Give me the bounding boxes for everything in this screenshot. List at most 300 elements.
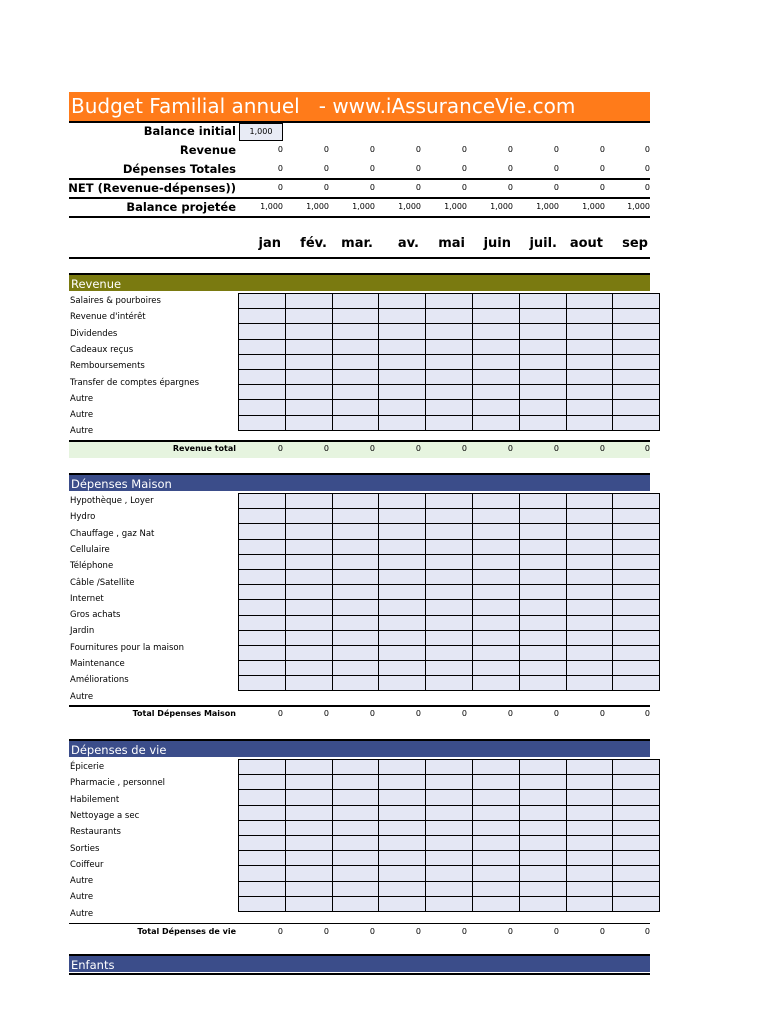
- input-cell[interactable]: [426, 790, 473, 805]
- input-cell[interactable]: [566, 509, 613, 524]
- input-cell[interactable]: [566, 294, 613, 309]
- input-cell[interactable]: [426, 851, 473, 866]
- input-cell[interactable]: [613, 805, 660, 820]
- input-cell[interactable]: [613, 896, 660, 911]
- month-header: fév.: [300, 236, 327, 251]
- input-cell[interactable]: [332, 835, 379, 850]
- input-cell[interactable]: [332, 400, 379, 415]
- input-cell[interactable]: [613, 539, 660, 554]
- input-cell[interactable]: [566, 494, 613, 509]
- input-cell[interactable]: [285, 369, 332, 384]
- input-cell[interactable]: [613, 309, 660, 324]
- input-cell[interactable]: [332, 569, 379, 584]
- input-cell[interactable]: [426, 835, 473, 850]
- input-cell[interactable]: [613, 585, 660, 600]
- input-cell[interactable]: [566, 896, 613, 911]
- input-cell[interactable]: [239, 569, 286, 584]
- input-cell[interactable]: [379, 615, 426, 630]
- input-cell[interactable]: [566, 661, 613, 676]
- input-cell[interactable]: [519, 415, 566, 430]
- input-cell[interactable]: [426, 676, 473, 691]
- input-cell[interactable]: [285, 554, 332, 569]
- input-cell[interactable]: [472, 775, 519, 790]
- input-cell[interactable]: [426, 896, 473, 911]
- input-cell[interactable]: [519, 820, 566, 835]
- input-cell[interactable]: [239, 805, 286, 820]
- input-cell[interactable]: [566, 524, 613, 539]
- input-cell[interactable]: [613, 324, 660, 339]
- input-cell[interactable]: [239, 661, 286, 676]
- input-cell[interactable]: [472, 615, 519, 630]
- input-cell[interactable]: [426, 569, 473, 584]
- total-value: 0: [277, 709, 283, 719]
- input-cell[interactable]: [239, 415, 286, 430]
- input-cell[interactable]: [379, 339, 426, 354]
- input-cell[interactable]: [379, 415, 426, 430]
- input-cell[interactable]: [239, 509, 286, 524]
- input-cell[interactable]: [613, 661, 660, 676]
- input-cell[interactable]: [426, 775, 473, 790]
- input-cell[interactable]: [332, 509, 379, 524]
- input-cell[interactable]: [519, 896, 566, 911]
- input-cell[interactable]: [285, 539, 332, 554]
- input-cell[interactable]: [566, 790, 613, 805]
- input-cell[interactable]: [472, 309, 519, 324]
- row-label: Jardin: [70, 626, 95, 637]
- input-cell[interactable]: [332, 661, 379, 676]
- input-cell[interactable]: [472, 820, 519, 835]
- row-label: Autre: [70, 908, 94, 919]
- input-cell[interactable]: [285, 896, 332, 911]
- input-cell[interactable]: [332, 354, 379, 369]
- input-cell[interactable]: [332, 851, 379, 866]
- input-cell[interactable]: [332, 385, 379, 400]
- input-cell[interactable]: [239, 896, 286, 911]
- input-cell[interactable]: [613, 415, 660, 430]
- input-cell[interactable]: [613, 866, 660, 881]
- input-cell[interactable]: [566, 369, 613, 384]
- input-cell[interactable]: [519, 569, 566, 584]
- input-cell[interactable]: [332, 524, 379, 539]
- input-cell[interactable]: [472, 494, 519, 509]
- input-cell[interactable]: [379, 630, 426, 645]
- input-cell[interactable]: [613, 400, 660, 415]
- input-cell[interactable]: [519, 385, 566, 400]
- input-cell[interactable]: [285, 600, 332, 615]
- input-cell[interactable]: [285, 294, 332, 309]
- input-cell[interactable]: [566, 615, 613, 630]
- input-cell[interactable]: [285, 354, 332, 369]
- input-cell[interactable]: [472, 509, 519, 524]
- input-cell[interactable]: [426, 294, 473, 309]
- input-cell[interactable]: [379, 539, 426, 554]
- input-cell[interactable]: [285, 645, 332, 660]
- input-cell[interactable]: [613, 294, 660, 309]
- input-cell[interactable]: [285, 569, 332, 584]
- input-cell[interactable]: [239, 760, 286, 775]
- input-cell[interactable]: [332, 775, 379, 790]
- input-cell[interactable]: [332, 615, 379, 630]
- input-cell[interactable]: [239, 494, 286, 509]
- input-cell[interactable]: [285, 866, 332, 881]
- input-cell[interactable]: [613, 676, 660, 691]
- input-cell[interactable]: [519, 805, 566, 820]
- input-cell[interactable]: [613, 385, 660, 400]
- input-cell[interactable]: [379, 896, 426, 911]
- input-cell[interactable]: [426, 615, 473, 630]
- input-cell[interactable]: [613, 494, 660, 509]
- input-cell[interactable]: [285, 775, 332, 790]
- input-cell[interactable]: [566, 339, 613, 354]
- input-cell[interactable]: [239, 676, 286, 691]
- input-cell[interactable]: [566, 805, 613, 820]
- input-cell[interactable]: [332, 554, 379, 569]
- input-cell[interactable]: [566, 775, 613, 790]
- input-cell[interactable]: [332, 494, 379, 509]
- input-cell[interactable]: [472, 539, 519, 554]
- input-cell[interactable]: [519, 509, 566, 524]
- input-cell[interactable]: [332, 790, 379, 805]
- input-cell[interactable]: [239, 524, 286, 539]
- input-cell[interactable]: [519, 866, 566, 881]
- input-cell[interactable]: [566, 881, 613, 896]
- input-cell[interactable]: [379, 354, 426, 369]
- input-cell[interactable]: [426, 760, 473, 775]
- input-cell[interactable]: [472, 324, 519, 339]
- input-cell[interactable]: [566, 600, 613, 615]
- input-cell[interactable]: [519, 835, 566, 850]
- input-cell[interactable]: [472, 805, 519, 820]
- input-cell[interactable]: [472, 600, 519, 615]
- input-cell[interactable]: [285, 630, 332, 645]
- input-cell[interactable]: [472, 415, 519, 430]
- input-cell[interactable]: [426, 881, 473, 896]
- input-cell[interactable]: [332, 820, 379, 835]
- input-cell[interactable]: [566, 760, 613, 775]
- input-cell[interactable]: [379, 805, 426, 820]
- input-cell[interactable]: [285, 805, 332, 820]
- input-cell[interactable]: [472, 881, 519, 896]
- input-cell[interactable]: [332, 539, 379, 554]
- input-cell[interactable]: [519, 881, 566, 896]
- input-cell[interactable]: [566, 835, 613, 850]
- input-cell[interactable]: [519, 309, 566, 324]
- input-cell[interactable]: [332, 805, 379, 820]
- input-cell[interactable]: [519, 539, 566, 554]
- input-cell[interactable]: [379, 494, 426, 509]
- input-cell[interactable]: [379, 866, 426, 881]
- input-cell[interactable]: [472, 524, 519, 539]
- input-cell[interactable]: [285, 524, 332, 539]
- input-cell[interactable]: [519, 645, 566, 660]
- input-cell[interactable]: [332, 309, 379, 324]
- input-cell[interactable]: [332, 415, 379, 430]
- input-cell[interactable]: [613, 820, 660, 835]
- input-cell[interactable]: [519, 615, 566, 630]
- input-cell[interactable]: [239, 790, 286, 805]
- input-cell[interactable]: [613, 775, 660, 790]
- input-cell[interactable]: [426, 661, 473, 676]
- input-cell[interactable]: [613, 509, 660, 524]
- input-cell[interactable]: [566, 645, 613, 660]
- input-cell[interactable]: [379, 881, 426, 896]
- input-cell[interactable]: [239, 835, 286, 850]
- input-cell[interactable]: [239, 354, 286, 369]
- input-cell[interactable]: [332, 760, 379, 775]
- input-cell[interactable]: [239, 585, 286, 600]
- input-cell[interactable]: [613, 524, 660, 539]
- input-cell[interactable]: [613, 600, 660, 615]
- input-cell[interactable]: [332, 339, 379, 354]
- input-cell[interactable]: [613, 630, 660, 645]
- input-cell[interactable]: [426, 339, 473, 354]
- input-cell[interactable]: [285, 820, 332, 835]
- input-cell[interactable]: [285, 494, 332, 509]
- input-cell[interactable]: [379, 760, 426, 775]
- input-cell[interactable]: [426, 554, 473, 569]
- input-cell[interactable]: [519, 554, 566, 569]
- input-cell[interactable]: [613, 339, 660, 354]
- input-cell[interactable]: [426, 866, 473, 881]
- input-cell[interactable]: [285, 676, 332, 691]
- input-cell[interactable]: [239, 851, 286, 866]
- input-cell[interactable]: [426, 600, 473, 615]
- input-cell[interactable]: [379, 400, 426, 415]
- table-row: [239, 585, 660, 600]
- input-cell[interactable]: [519, 676, 566, 691]
- input-cell[interactable]: [239, 309, 286, 324]
- input-cell[interactable]: [472, 385, 519, 400]
- input-cell[interactable]: [379, 835, 426, 850]
- input-cell[interactable]: [426, 354, 473, 369]
- input-cell[interactable]: [379, 775, 426, 790]
- input-cell[interactable]: [426, 369, 473, 384]
- input-cell[interactable]: [285, 309, 332, 324]
- input-cell[interactable]: [566, 400, 613, 415]
- input-cell[interactable]: [472, 851, 519, 866]
- input-cell[interactable]: [426, 630, 473, 645]
- input-cell[interactable]: [472, 790, 519, 805]
- input-cell[interactable]: [285, 509, 332, 524]
- input-cell[interactable]: [426, 524, 473, 539]
- input-cell[interactable]: [613, 835, 660, 850]
- input-cell[interactable]: [519, 524, 566, 539]
- input-cell[interactable]: [379, 324, 426, 339]
- balance-initial-input[interactable]: 1,000: [239, 123, 283, 141]
- input-cell[interactable]: [379, 294, 426, 309]
- input-cell[interactable]: [285, 339, 332, 354]
- input-cell[interactable]: [332, 866, 379, 881]
- input-cell[interactable]: [285, 385, 332, 400]
- input-cell[interactable]: [426, 415, 473, 430]
- input-cell[interactable]: [239, 385, 286, 400]
- input-cell[interactable]: [239, 539, 286, 554]
- input-cell[interactable]: [285, 881, 332, 896]
- input-cell[interactable]: [239, 600, 286, 615]
- input-cell[interactable]: [613, 554, 660, 569]
- input-cell[interactable]: [566, 415, 613, 430]
- input-cell[interactable]: [566, 309, 613, 324]
- input-cell[interactable]: [379, 585, 426, 600]
- input-cell[interactable]: [332, 645, 379, 660]
- input-cell[interactable]: [519, 585, 566, 600]
- input-cell[interactable]: [332, 294, 379, 309]
- input-cell[interactable]: [566, 539, 613, 554]
- input-cell[interactable]: [472, 760, 519, 775]
- input-cell[interactable]: [379, 790, 426, 805]
- input-cell[interactable]: [519, 324, 566, 339]
- input-cell[interactable]: [426, 400, 473, 415]
- input-cell[interactable]: [239, 554, 286, 569]
- input-cell[interactable]: [379, 569, 426, 584]
- input-cell[interactable]: [332, 676, 379, 691]
- input-cell[interactable]: [472, 661, 519, 676]
- input-cell[interactable]: [285, 661, 332, 676]
- input-cell[interactable]: [379, 554, 426, 569]
- input-cell[interactable]: [239, 630, 286, 645]
- input-cell[interactable]: [613, 615, 660, 630]
- input-cell[interactable]: [613, 851, 660, 866]
- summary-value: 0: [644, 164, 650, 173]
- input-cell[interactable]: [472, 339, 519, 354]
- input-cell[interactable]: [472, 585, 519, 600]
- input-cell[interactable]: [239, 615, 286, 630]
- input-cell[interactable]: [239, 339, 286, 354]
- input-cell[interactable]: [285, 585, 332, 600]
- input-cell[interactable]: [379, 676, 426, 691]
- input-cell[interactable]: [332, 585, 379, 600]
- input-cell[interactable]: [472, 630, 519, 645]
- input-cell[interactable]: [239, 294, 286, 309]
- input-cell[interactable]: [379, 524, 426, 539]
- input-cell[interactable]: [519, 600, 566, 615]
- input-cell[interactable]: [332, 630, 379, 645]
- input-cell[interactable]: [426, 324, 473, 339]
- input-cell[interactable]: [239, 324, 286, 339]
- input-cell[interactable]: [332, 324, 379, 339]
- input-cell[interactable]: [472, 294, 519, 309]
- input-cell[interactable]: [519, 661, 566, 676]
- input-cell[interactable]: [426, 509, 473, 524]
- input-cell[interactable]: [472, 676, 519, 691]
- input-cell[interactable]: [285, 790, 332, 805]
- input-cell[interactable]: [426, 585, 473, 600]
- input-cell[interactable]: [519, 630, 566, 645]
- input-cell[interactable]: [239, 645, 286, 660]
- input-cell[interactable]: [566, 851, 613, 866]
- input-cell[interactable]: [519, 775, 566, 790]
- input-cell[interactable]: [566, 385, 613, 400]
- input-cell[interactable]: [519, 760, 566, 775]
- input-cell[interactable]: [566, 569, 613, 584]
- input-cell[interactable]: [426, 539, 473, 554]
- input-cell[interactable]: [566, 324, 613, 339]
- input-cell[interactable]: [519, 494, 566, 509]
- table-row: [239, 324, 660, 339]
- input-cell[interactable]: [426, 494, 473, 509]
- input-cell[interactable]: [472, 866, 519, 881]
- input-cell[interactable]: [472, 645, 519, 660]
- input-cell[interactable]: [379, 369, 426, 384]
- input-cell[interactable]: [519, 354, 566, 369]
- input-cell[interactable]: [379, 820, 426, 835]
- input-cell[interactable]: [613, 369, 660, 384]
- input-cell[interactable]: [239, 775, 286, 790]
- input-cell[interactable]: [613, 645, 660, 660]
- input-cell[interactable]: [239, 866, 286, 881]
- input-cell[interactable]: [613, 790, 660, 805]
- input-cell[interactable]: [285, 835, 332, 850]
- input-cell[interactable]: [379, 645, 426, 660]
- input-cell[interactable]: [566, 585, 613, 600]
- input-cell[interactable]: [472, 354, 519, 369]
- input-cell[interactable]: [566, 820, 613, 835]
- input-cell[interactable]: [519, 400, 566, 415]
- table-row: [239, 524, 660, 539]
- input-cell[interactable]: [519, 851, 566, 866]
- input-cell[interactable]: [519, 339, 566, 354]
- input-cell[interactable]: [426, 820, 473, 835]
- input-cell[interactable]: [472, 569, 519, 584]
- input-cell[interactable]: [285, 400, 332, 415]
- input-cell[interactable]: [332, 600, 379, 615]
- input-cell[interactable]: [239, 369, 286, 384]
- input-cell[interactable]: [519, 790, 566, 805]
- input-cell[interactable]: [426, 385, 473, 400]
- input-cell[interactable]: [239, 400, 286, 415]
- input-cell[interactable]: [519, 369, 566, 384]
- input-cell[interactable]: [285, 615, 332, 630]
- input-cell[interactable]: [332, 881, 379, 896]
- input-cell[interactable]: [332, 369, 379, 384]
- input-cell[interactable]: [519, 294, 566, 309]
- input-cell[interactable]: [285, 851, 332, 866]
- input-cell[interactable]: [379, 309, 426, 324]
- input-cell[interactable]: [426, 645, 473, 660]
- input-cell[interactable]: [285, 760, 332, 775]
- input-cell[interactable]: [285, 415, 332, 430]
- summary-value: 1,000: [582, 202, 605, 211]
- input-cell[interactable]: [613, 569, 660, 584]
- input-cell[interactable]: [613, 760, 660, 775]
- input-cell[interactable]: [566, 630, 613, 645]
- input-cell[interactable]: [379, 509, 426, 524]
- input-cell[interactable]: [472, 554, 519, 569]
- input-cell[interactable]: [472, 369, 519, 384]
- input-cell[interactable]: [613, 881, 660, 896]
- input-cell[interactable]: [379, 661, 426, 676]
- input-cell[interactable]: [566, 866, 613, 881]
- input-cell[interactable]: [379, 851, 426, 866]
- input-cell[interactable]: [472, 896, 519, 911]
- input-cell[interactable]: [426, 309, 473, 324]
- input-cell[interactable]: [472, 400, 519, 415]
- input-cell[interactable]: [613, 354, 660, 369]
- input-cell[interactable]: [472, 835, 519, 850]
- input-cell[interactable]: [566, 554, 613, 569]
- input-cell[interactable]: [566, 676, 613, 691]
- input-cell[interactable]: [239, 881, 286, 896]
- input-cell[interactable]: [285, 324, 332, 339]
- input-cell[interactable]: [379, 385, 426, 400]
- input-cell[interactable]: [379, 600, 426, 615]
- input-cell[interactable]: [426, 805, 473, 820]
- input-cell[interactable]: [239, 820, 286, 835]
- summary-label: Dépenses Totales: [122, 162, 236, 176]
- input-cell[interactable]: [566, 354, 613, 369]
- input-cell[interactable]: [332, 896, 379, 911]
- section-header: Revenue: [69, 273, 650, 291]
